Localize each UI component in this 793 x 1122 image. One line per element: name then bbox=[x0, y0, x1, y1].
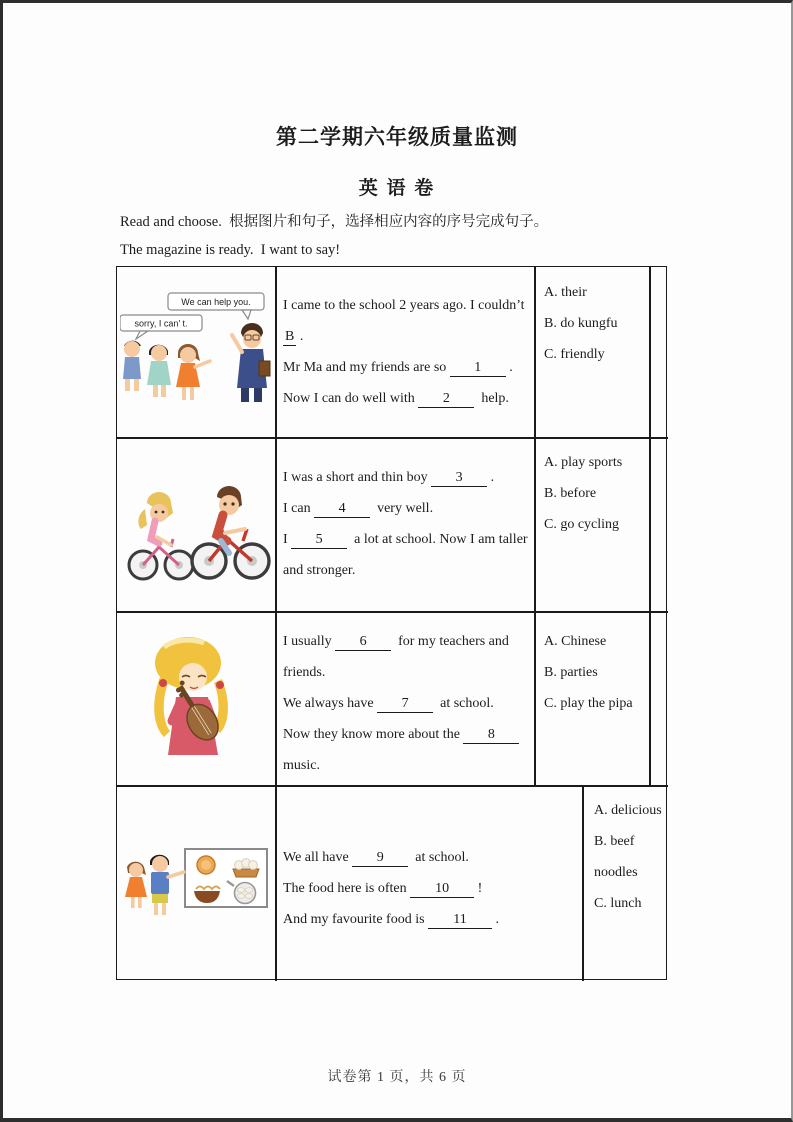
sentence-text: very well. bbox=[370, 501, 434, 516]
pancake-icon bbox=[197, 856, 215, 874]
bubble-text-help: We can help you. bbox=[181, 297, 251, 307]
spare-column bbox=[649, 611, 668, 785]
sentence-text: friends. bbox=[283, 665, 326, 680]
answer-blank-11: 11 bbox=[428, 911, 492, 929]
question-1-sentences bbox=[275, 267, 534, 437]
question-line bbox=[283, 290, 529, 321]
choice-option: C. friendly bbox=[544, 347, 605, 362]
answer-blank-3: 3 bbox=[431, 469, 487, 487]
question-3-sentences bbox=[275, 611, 534, 785]
question-line bbox=[283, 524, 529, 555]
page-footer: 试卷第 1 页，共 6 页 bbox=[327, 1070, 467, 1085]
sentence-text: I can bbox=[283, 501, 315, 516]
section-instruction: Read and choose. 根据图片和句子，选择相应内容的序号完成句子。 bbox=[120, 214, 549, 230]
intro-sentence: The magazine is ready. I want to say! bbox=[120, 242, 341, 258]
sentence-text: I was a short and thin boy bbox=[283, 470, 432, 485]
question-line bbox=[283, 688, 529, 719]
choice-option: A. their bbox=[544, 285, 587, 300]
sentence-text: for my teachers and bbox=[391, 634, 509, 649]
question-line bbox=[283, 555, 529, 586]
question-line bbox=[283, 493, 529, 524]
pipa-girl-illustration bbox=[136, 627, 256, 769]
question-line bbox=[283, 904, 577, 935]
choice-option: B. before bbox=[544, 486, 597, 501]
sentence-text: Mr Ma and my friends are so bbox=[283, 360, 450, 375]
sentence-text: I usually bbox=[283, 634, 336, 649]
girl-figure bbox=[154, 637, 228, 755]
answer-blank-2: 2 bbox=[418, 390, 474, 408]
answer-blank-6: 6 bbox=[335, 633, 391, 651]
choice-option: A. Chinese bbox=[544, 634, 607, 649]
question-4-picture bbox=[117, 785, 275, 981]
question-2-choices bbox=[534, 437, 649, 611]
answer-blank-9: 9 bbox=[352, 849, 408, 867]
steamed-buns-icon bbox=[233, 859, 259, 877]
sentence-text: at school. bbox=[433, 696, 494, 711]
question-4-sentences bbox=[275, 785, 582, 981]
question-3-choices bbox=[534, 611, 649, 785]
sentence-text: I came to the school 2 years ago. I couldn’t bbox=[283, 298, 525, 313]
speech-bubble-kids bbox=[120, 315, 202, 339]
sentence-text: music. bbox=[283, 758, 320, 773]
answer-blank-1: 1 bbox=[450, 359, 506, 377]
girl-on-bike bbox=[129, 492, 193, 579]
sentence-text: . bbox=[492, 912, 500, 927]
answer-blank-8: 8 bbox=[463, 726, 519, 744]
kids-food-illustration bbox=[121, 829, 271, 937]
choice-option: B. parties bbox=[544, 665, 598, 680]
food-board bbox=[185, 849, 267, 907]
question-3-picture bbox=[117, 611, 275, 785]
sentence-text: and stronger. bbox=[283, 563, 356, 578]
boy-figure bbox=[150, 855, 184, 915]
question-1-choices bbox=[534, 267, 649, 437]
boy-on-bike bbox=[192, 486, 269, 578]
sentence-text: at school. bbox=[408, 850, 469, 865]
question-1-picture bbox=[117, 267, 275, 437]
question-line bbox=[283, 626, 529, 657]
question-line bbox=[283, 842, 577, 873]
question-line bbox=[283, 321, 529, 352]
question-table bbox=[116, 266, 667, 980]
sentence-text: . bbox=[296, 329, 304, 344]
question-line bbox=[283, 750, 529, 781]
sentence-text: And my favourite food is bbox=[283, 912, 429, 927]
sentence-text: We all have bbox=[283, 850, 353, 865]
question-line bbox=[283, 352, 529, 383]
teacher-students-illustration bbox=[120, 291, 272, 413]
sentence-text: We always have bbox=[283, 696, 378, 711]
answer-blank-10: 10 bbox=[410, 880, 474, 898]
sentence-text: help. bbox=[474, 391, 509, 406]
sentence-text: . bbox=[487, 470, 495, 485]
answer-blank-5: 5 bbox=[291, 531, 347, 549]
choice-option: B. do kungfu bbox=[544, 316, 618, 331]
sentence-text: I bbox=[283, 532, 292, 547]
bubble-text-sorry: sorry, I can’ t. bbox=[134, 318, 188, 329]
kids-cycling-illustration bbox=[121, 455, 271, 593]
question-2-picture bbox=[117, 437, 275, 611]
question-2-sentences bbox=[275, 437, 534, 611]
spare-column bbox=[649, 437, 668, 611]
choice-option: C. play the pipa bbox=[544, 696, 633, 711]
choice-option: A. delicious bbox=[594, 803, 662, 818]
teacher-figure bbox=[232, 323, 270, 402]
sentence-text: The food here is often bbox=[283, 881, 411, 896]
page-subtitle: 英 语 卷 bbox=[358, 178, 436, 199]
answer-blank-4: 4 bbox=[314, 500, 370, 518]
choice-option: B. beef noodles bbox=[594, 834, 638, 880]
sentence-text: . bbox=[505, 360, 513, 375]
sentence-text: ! bbox=[474, 881, 483, 896]
student-figures bbox=[123, 341, 210, 400]
spare-column bbox=[649, 267, 668, 437]
girl-figure bbox=[125, 862, 147, 908]
sentence-text: a lot at school. Now I am taller bbox=[347, 532, 528, 547]
answer-blank-7: 7 bbox=[377, 695, 433, 713]
sentence-text: Now they know more about the bbox=[283, 727, 464, 742]
question-line bbox=[283, 657, 529, 688]
choice-option: C. lunch bbox=[594, 896, 642, 911]
sentence-text: Now I can do well with bbox=[283, 391, 419, 406]
given-answer: B bbox=[285, 329, 295, 344]
choice-option: C. go cycling bbox=[544, 517, 620, 532]
choice-option: A. play sports bbox=[544, 455, 623, 470]
question-line bbox=[283, 873, 577, 904]
question-line bbox=[283, 462, 529, 493]
question-line bbox=[283, 719, 529, 750]
question-4-choices bbox=[582, 785, 668, 981]
page-title: 第二学期六年级质量监测 bbox=[276, 125, 518, 149]
question-line bbox=[283, 383, 529, 414]
